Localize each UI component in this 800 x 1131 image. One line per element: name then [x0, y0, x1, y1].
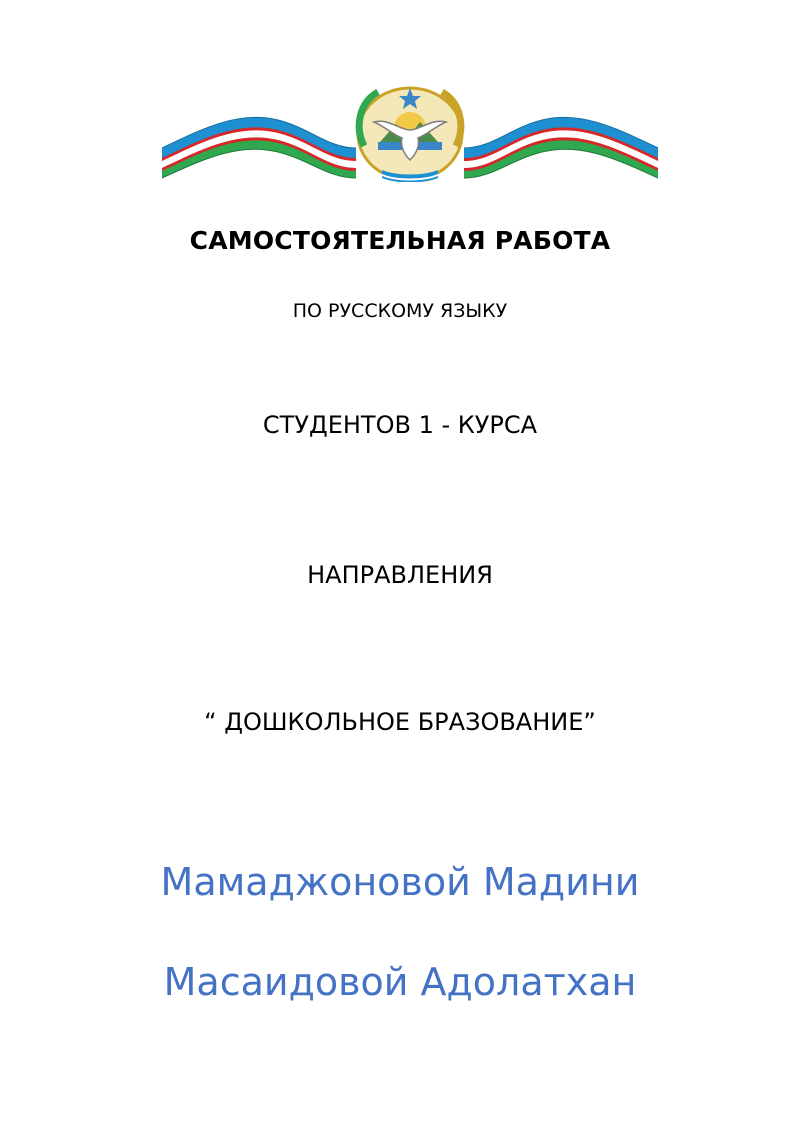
direction-label: НАПРАВЛЕНИЯ — [307, 561, 493, 589]
state-emblem-with-flag-ribbon-icon — [160, 82, 660, 182]
course-line: СТУДЕНТОВ 1 - КУРСА — [262, 411, 538, 439]
specialty-name: “ ДОШКОЛЬНОЕ БРАЗОВАНИЕ” — [204, 708, 596, 736]
document-title: САМОСТОЯТЕЛЬНАЯ РАБОТА — [189, 226, 611, 255]
subject-line: ПО РУССКОМУ ЯЗЫКУ — [292, 300, 508, 322]
student-name: Мамаджоновой Мадини — [160, 860, 640, 904]
student-name: Масаидовой Адолатхан — [163, 960, 637, 1004]
